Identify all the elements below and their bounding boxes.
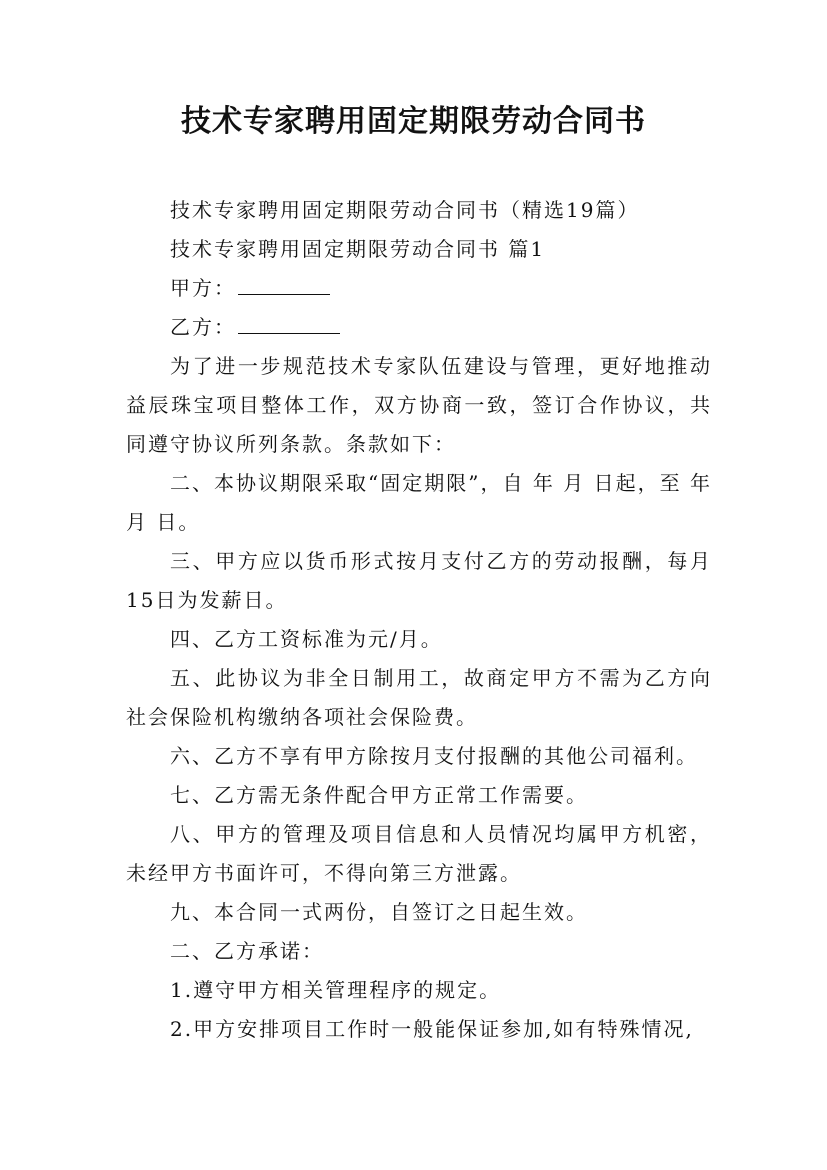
paragraph-clause-6: 六、乙方不享有甲方除按月支付报酬的其他公司福利。	[170, 744, 698, 768]
paragraph-promise-2: 2.甲方安排项目工作时一般能保证参加,如有特殊情况,	[170, 1017, 694, 1041]
paragraph-clause-5: 五、此协议为非全日制用工，故商定甲方不需为乙方向社会保险机构缴纳各项社会保险费。	[126, 666, 712, 729]
paragraph-party-b-promise: 二、乙方承诺：	[170, 939, 324, 963]
paragraph-promise-1: 1.遵守甲方相关管理程序的规定。	[170, 978, 502, 1002]
document-body	[126, 191, 712, 1049]
party-b-blank	[238, 309, 340, 334]
paragraph-clause-8: 八、甲方的管理及项目信息和人员情况均属甲方机密，未经甲方书面许可，不得向第三方泄露。	[126, 822, 712, 885]
party-a-line	[126, 269, 712, 308]
party-b-line	[126, 308, 712, 347]
paragraph-clause-4: 四、乙方工资标准为元/月。	[170, 627, 443, 651]
paragraph-clause-9: 九、本合同一式两份，自签订之日起生效。	[170, 900, 588, 924]
party-b-label: 乙方：	[170, 315, 236, 339]
paragraph-clause-3: 三、甲方应以货币形式按月支付乙方的劳动报酬，每月15日为发薪日。	[126, 549, 712, 612]
document-title: 技术专家聘用固定期限劳动合同书	[181, 104, 646, 139]
section-heading: 技术专家聘用固定期限劳动合同书 篇1	[170, 237, 546, 261]
party-a-blank	[238, 270, 330, 295]
paragraph-clause-7: 七、乙方需无条件配合甲方正常工作需要。	[170, 783, 588, 807]
paragraph-intro: 为了进一步规范技术专家队伍建设与管理，更好地推动益辰珠宝项目整体工作，双方协商一致，签订合作协议，共同遵守协议所列条款。条款如下：	[126, 354, 712, 456]
paragraph-clause-2: 二、本协议期限采取“固定期限”，自 年 月 日起，至 年 月 日。	[126, 471, 712, 534]
party-a-label: 甲方：	[170, 276, 236, 300]
document-subtitle: 技术专家聘用固定期限劳动合同书（精选19篇）	[170, 198, 640, 222]
